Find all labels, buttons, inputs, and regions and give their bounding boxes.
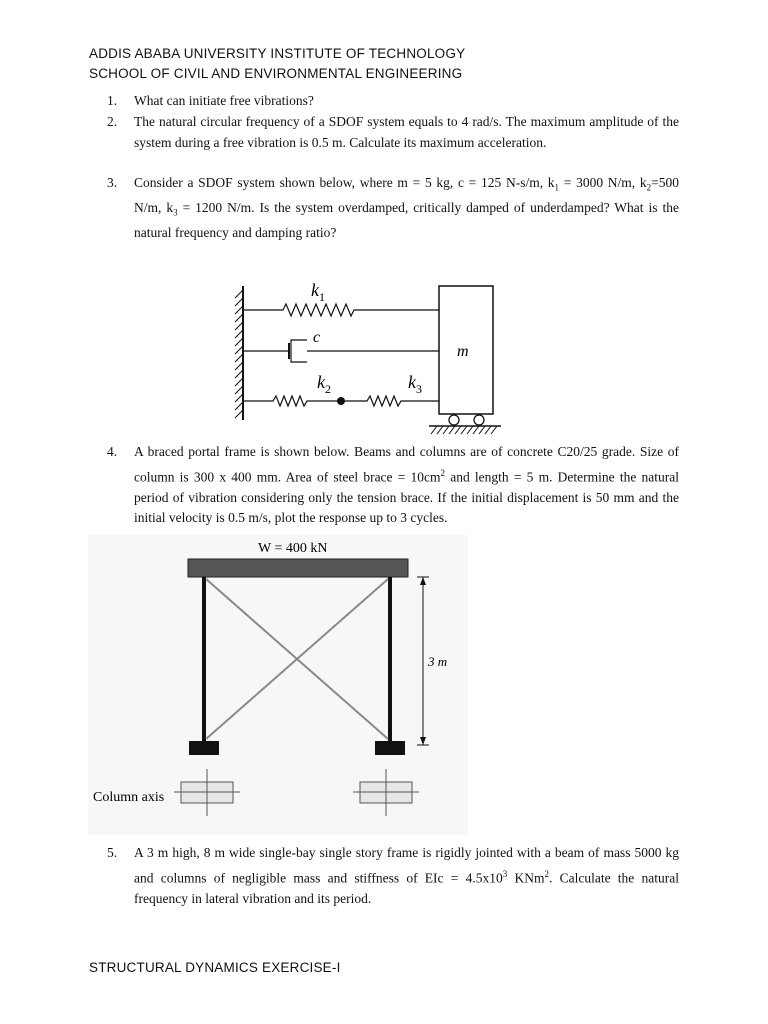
roller-left: [449, 415, 459, 425]
beam: [188, 559, 408, 577]
question-text: Consider a SDOF system shown below, where m = 5 kg, c = 125 N-s/m, $k_1 = 3000$ N/m, $k_2=500$ N/m, $k_3 = 1200$ N/m. Is the system overdamped, critically damped of underdamped? What is the natural frequency and damping ratio?: [134, 175, 679, 241]
right-footing: [375, 741, 405, 755]
braced-portal-frame-figure: [88, 535, 468, 835]
ground-hatching: [431, 426, 497, 434]
spring-junction-node: [337, 397, 345, 405]
left-footing: [189, 741, 219, 755]
question-number: 2.: [107, 114, 118, 129]
question-number: 4.: [107, 444, 118, 459]
question-number: 1.: [107, 93, 118, 108]
question-1: [107, 91, 679, 112]
question-number: 3.: [107, 175, 118, 190]
height-label: 3 m: [428, 654, 448, 669]
c-label: c: [313, 329, 321, 346]
k2-label: $k_2$: [317, 372, 331, 396]
k3-label: $k_3$: [408, 372, 422, 396]
question-3: [107, 173, 679, 244]
header-university: ADDIS ABABA UNIVERSITY INSTITUTE OF TECHNOLOGY: [89, 46, 466, 61]
column-axis-label: Column axis: [93, 790, 165, 805]
question-4: [107, 442, 679, 529]
k1-label: $k_1$: [311, 280, 325, 304]
question-text: What can initiate free vibrations?: [134, 93, 314, 108]
spring-k1: [243, 304, 439, 316]
question-text: A braced portal frame is shown below. Beams and columns are of concrete C20/25 grade. Size of column is 300 x 400 mm. Area of steel brace = $10cm^2$ and length = 5 m. Determine the natural period of vibration considering only the tension brace. If the initial displacement is 50 mm and the initial velocity is 0.5 m/s, plot the response up to 3 cycles.: [134, 444, 680, 525]
damper-c: [243, 340, 439, 362]
question-number: 5.: [107, 845, 118, 860]
header-school: SCHOOL OF CIVIL AND ENVIRONMENTAL ENGINEERING: [89, 66, 463, 81]
sdof-system-figure: [225, 270, 515, 445]
roller-right: [474, 415, 484, 425]
question-2: [107, 112, 679, 153]
mass-label: m: [457, 343, 469, 360]
footer-title: STRUCTURAL DYNAMICS EXERCISE-I: [89, 960, 341, 975]
wall-hatching: [235, 290, 243, 418]
question-text: A 3 m high, 8 m wide single-bay single story frame is rigidly jointed with a beam of mass 5000 kg and columns of negligible mass and stiffness of EIc = $4.5x10^3$ KNm$^2$. Calculate the natural frequency in lateral vibration and its period.: [134, 845, 680, 906]
question-5: [107, 843, 679, 909]
load-label: W = 400 kN: [258, 541, 328, 556]
question-text: The natural circular frequency of a SDOF system equals to 4 rad/s. The maximum amplitude of the system during a free vibration is 0.5 m. Calculate its maximum acceleration.: [134, 114, 679, 150]
